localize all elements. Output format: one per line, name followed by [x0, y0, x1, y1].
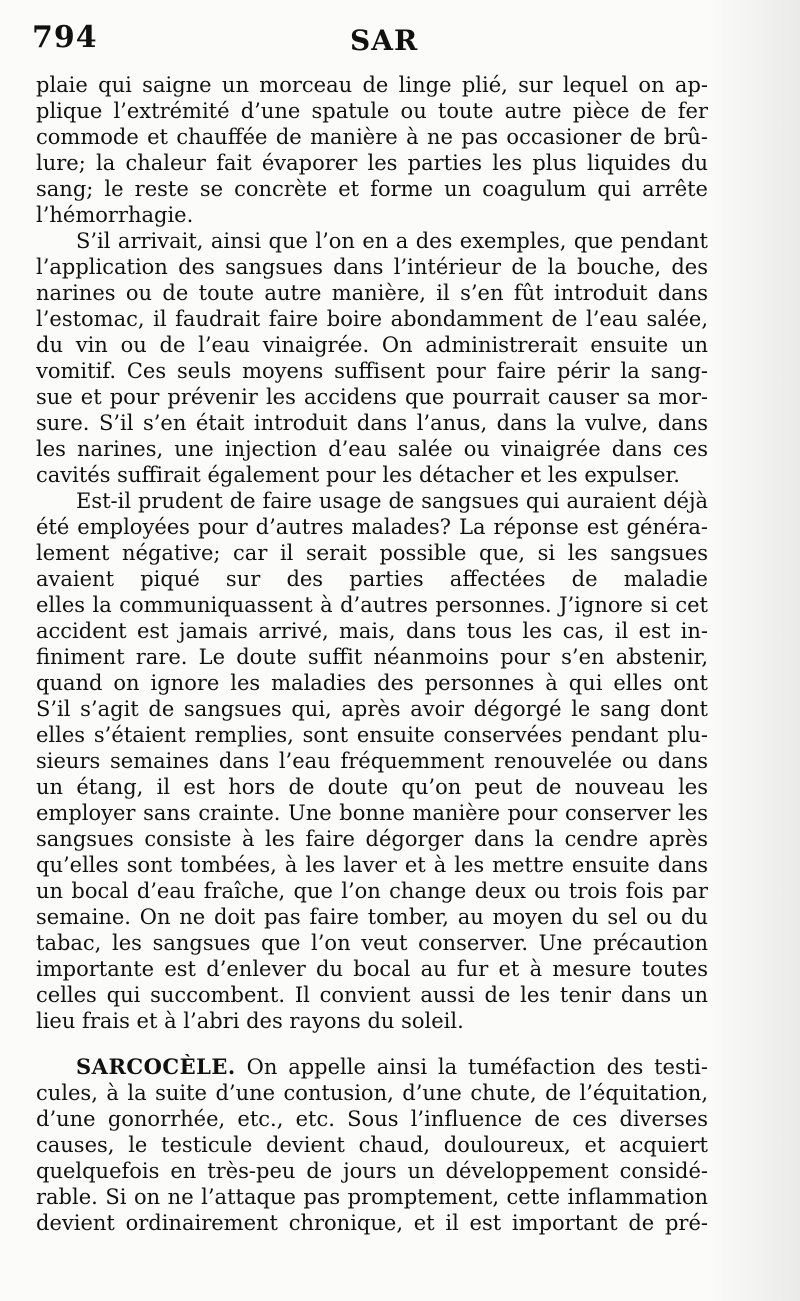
text-line: Est-il prudent de faire usage de sangsues qui auraient déjà	[76, 489, 708, 513]
text-line: d’une gonorrhée, etc., etc. Sous l’influence de ces diverses	[36, 1107, 708, 1131]
text-line: les narines, une injection d’eau salée ou vinaigrée dans ces	[36, 437, 708, 461]
text-line: sure. S’il s’en était introduit dans l’anus, dans la vulve, dans	[36, 411, 708, 435]
text-line: du vin ou de l’eau vinaigrée. On administrerait ensuite un	[36, 333, 708, 357]
text-line: quelquefois en très-peu de jours un développement considé-	[36, 1159, 708, 1183]
text-line: S’il s’agit de sangsues qui, après avoir dégorgé le sang dont	[36, 697, 708, 721]
paragraph-reuse-leeches	[36, 488, 708, 1034]
text-line: quand on ignore les maladies des personnes à qui elles ont	[36, 671, 708, 695]
text-line: devient ordinairement chronique, et il est important de pré-	[36, 1211, 708, 1235]
text-line: semaine. On ne doit pas faire tomber, au moyen du sel ou du	[36, 905, 708, 929]
text-line: plique l’extrémité d’une spatule ou toute autre pièce de fer	[36, 99, 708, 123]
text-line: sang; le reste se concrète et forme un coagulum qui arrête	[36, 177, 708, 201]
text-line: été employées pour d’autres malades? La réponse est généra-	[36, 515, 708, 539]
text-line: un bocal d’eau fraîche, que l’on change deux ou trois fois par	[36, 879, 708, 903]
text-line: lement négative; car il serait possible que, si les sangsues	[36, 541, 708, 565]
text-line: cules, à la suite d’une contusion, d’une chute, de l’équitation,	[36, 1081, 708, 1105]
entry-first-line-text: On appelle ainsi la tuméfaction des testi-	[235, 1055, 708, 1079]
text-line: vomitif. Ces seuls moyens suffisent pour faire périr la sang-	[36, 359, 708, 383]
body-text	[36, 72, 708, 1236]
text-line: S’il arrivait, ainsi que l’on en a des exemples, que pendant	[76, 229, 708, 253]
text-line: accident est jamais arrivé, mais, dans tous les cas, il est in-	[36, 619, 708, 643]
text-line: cavités suffirait également pour les détacher et les expulser.	[36, 463, 680, 487]
text-line: lieu frais et à l’abri des rayons du soleil.	[36, 1009, 464, 1033]
text-line: rable. Si on ne l’attaque pas promptement, cette inflammation	[36, 1185, 708, 1209]
text-line: employer sans crainte. Une bonne manière pour conserver les	[36, 801, 708, 825]
section-gap	[36, 1034, 708, 1054]
text-line: un étang, il est hors de doute qu’on peut de nouveau les	[36, 775, 708, 799]
entry-sarcocele	[36, 1054, 708, 1236]
page-edge-shadow	[708, 0, 800, 1301]
text-line: narines ou de toute autre manière, il s’en fût introduit dans	[36, 281, 708, 305]
text-line: sue et pour prévenir les accidens que pourrait causer sa mor-	[36, 385, 708, 409]
text-line: l’application des sangsues dans l’intérieur de la bouche, des	[36, 255, 708, 279]
text-line: tabac, les sangsues que l’on veut conserver. Une précaution	[36, 931, 708, 955]
text-line: l’estomac, il faudrait faire boire abondamment de l’eau salée,	[36, 307, 708, 331]
text-line: causes, le testicule devient chaud, douloureux, et acquiert	[36, 1133, 708, 1157]
text-line: avaient piqué sur des parties affectées de maladie	[36, 567, 708, 591]
text-line: sangsues consiste à les faire dégorger dans la cendre après	[36, 827, 708, 851]
text-line: l’hémorrhagie.	[36, 203, 194, 227]
text-line: lure; la chaleur fait évaporer les parties les plus liquides du	[36, 151, 708, 175]
text-line: finiment rare. Le doute suffit néanmoins pour s’en abstenir,	[36, 645, 708, 669]
page-header	[32, 20, 700, 70]
text-line: qu’elles sont tombées, à les laver et à les mettre ensuite dans	[36, 853, 708, 877]
text-line: importante est d’enlever du bocal au fur et à mesure toutes	[36, 957, 708, 981]
entry-first-line	[36, 1054, 708, 1080]
text-line: elles s’étaient remplies, sont ensuite conservées pendant plu-	[36, 723, 708, 747]
text-line: sieurs semaines dans l’eau fréquemment renouvelée ou dans	[36, 749, 708, 773]
running-head: SAR	[350, 24, 419, 57]
text-line: plaie qui saigne un morceau de linge plié, sur lequel on ap-	[36, 73, 708, 97]
entry-term: SARCOCÈLE.	[76, 1054, 236, 1079]
text-line: commode et chauffée de manière à ne pas occasioner de brû-	[36, 125, 708, 149]
page-number: 794	[32, 20, 98, 55]
paragraph-swallowed-leech	[36, 228, 708, 488]
text-line: celles qui succombent. Il convient aussi de les tenir dans un	[36, 983, 708, 1007]
text-line: elles la communiquassent à d’autres personnes. J’ignore si cet	[36, 593, 708, 617]
paragraph-hemorrhage	[36, 72, 708, 228]
